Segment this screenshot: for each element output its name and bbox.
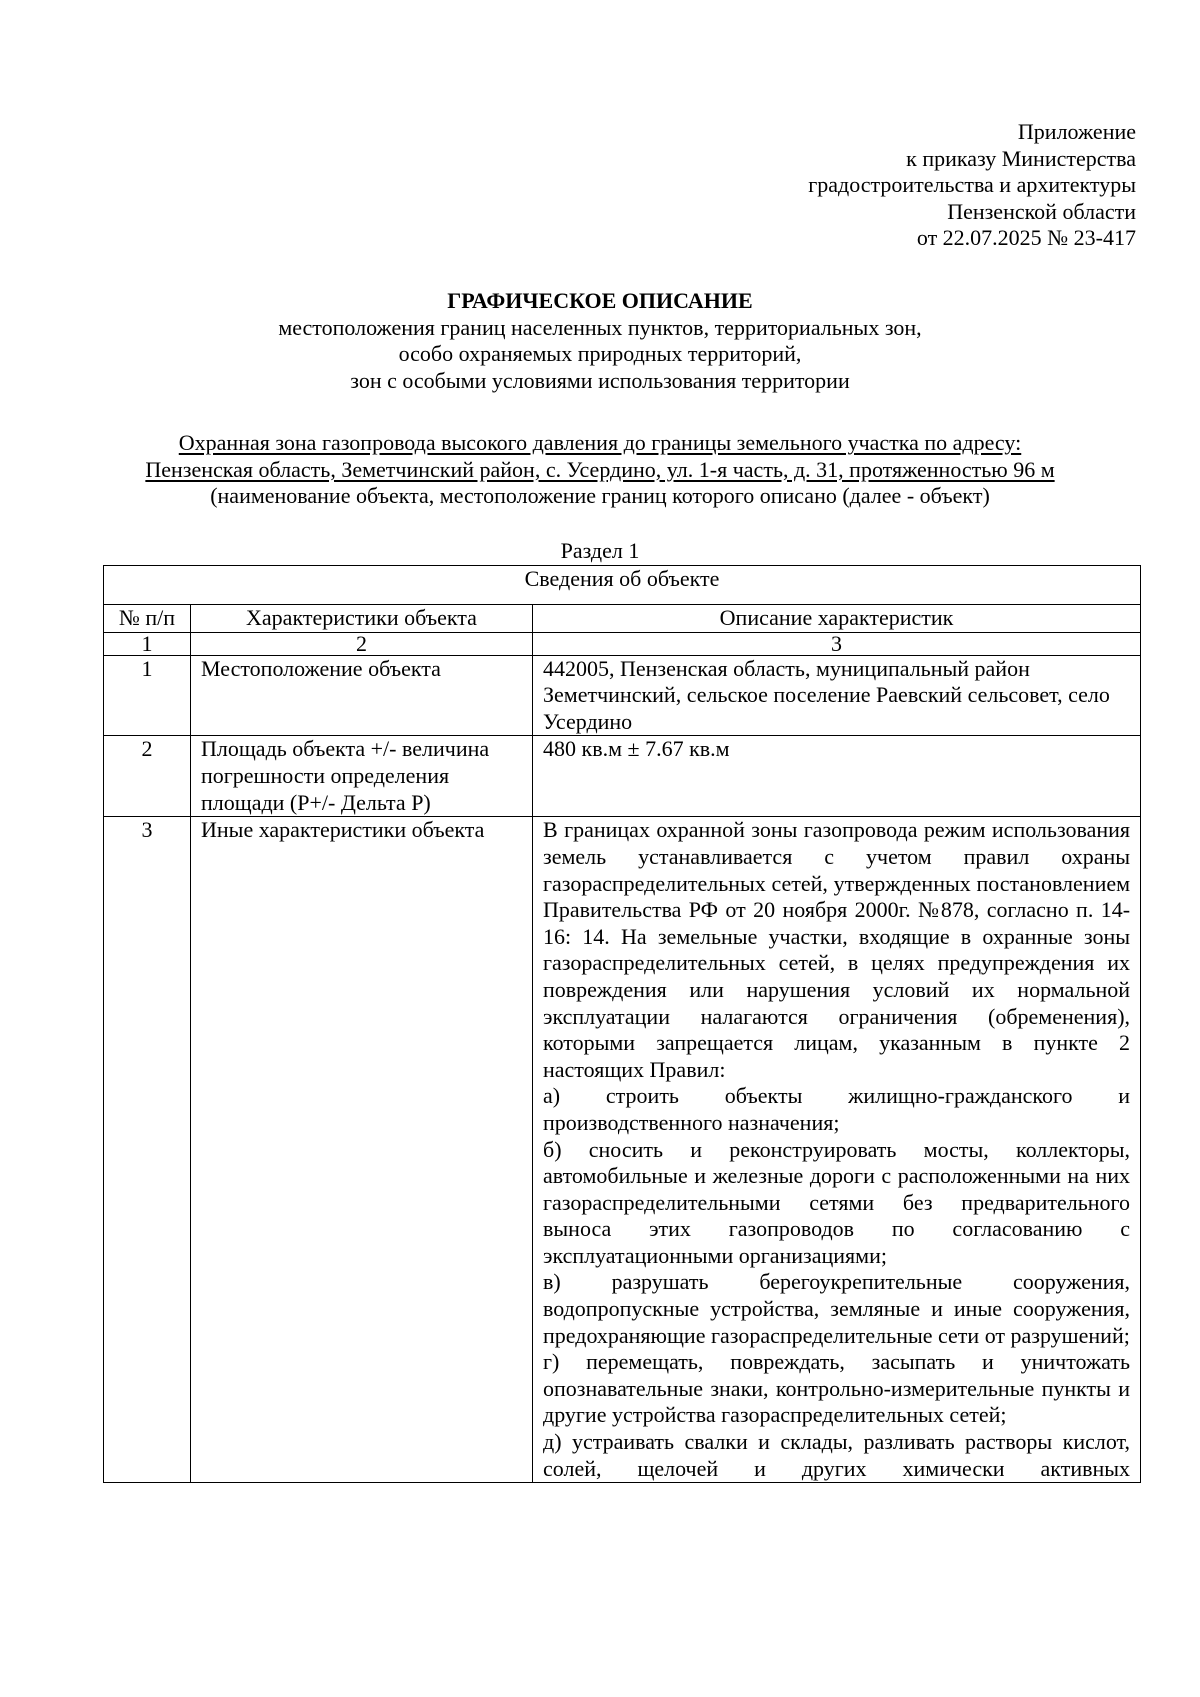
column-number: 1: [104, 632, 191, 655]
row-number: 3: [104, 817, 191, 1483]
object-name-line: Пензенская область, Земетчинский район, с. Усердино, ул. 1-я часть, д. 31, протяженностью 96 м: [145, 456, 1055, 482]
object-name-block: [0, 430, 1200, 510]
appendix-header: [808, 119, 1136, 252]
appendix-line: к приказу Министерства: [906, 145, 1136, 171]
appendix-line: Приложение: [1017, 119, 1136, 144]
column-number: 3: [533, 632, 1141, 655]
title-heading: ГРАФИЧЕСКОЕ ОПИСАНИЕ: [447, 288, 753, 313]
section-title: Раздел 1: [560, 538, 640, 563]
row-number: 2: [104, 736, 191, 817]
object-caption: (наименование объекта, местоположение границ которого описано (далее - объект): [210, 483, 990, 509]
column-header-characteristic: Характеристики объекта: [191, 605, 533, 633]
restriction-item-e: д) устраивать свалки и склады, разливать растворы кислот, солей, щелочей и других химически активных: [543, 1429, 1131, 1481]
title-line: местоположения границ населенных пунктов, территориальных зон,: [278, 314, 922, 340]
row-characteristic: Иные характеристики объекта: [191, 817, 533, 1483]
object-info-table: [103, 565, 1141, 1483]
table-title: Сведения об объекте: [104, 566, 1141, 605]
restriction-paragraph: В границах охранной зоны газопровода режим использования земель устанавливается с учетом правил охраны газораспределительных сетей, утвержденных постановлением Правительства РФ от 20 ноября 2000г. №878, согласно п. 14-16: 14. На земельные участки, входящие в охранные зоны газораспределительных сетей, в целях предупреждения их повреждения или нарушения условий их нормальной эксплуатации налагаются ограничения (обременения), которыми запрещается лицам, указанным в пункте 2 настоящих Правил:: [543, 817, 1131, 1082]
column-header-description: Описание характеристик: [533, 605, 1141, 633]
restriction-item-d: г) перемещать, повреждать, засыпать и уничтожать опознавательные знаки, контрольно-измерительные пункты и другие устройства газораспределительных сетей;: [543, 1349, 1131, 1428]
appendix-line: градостроительства и архитектуры: [808, 172, 1136, 198]
object-name-line: Охранная зона газопровода высокого давления до границы земельного участка по адресу:: [178, 430, 1022, 455]
row-description: 480 кв.м ± 7.67 кв.м: [533, 736, 1141, 817]
restriction-item-c: в) разрушать берегоукрепительные сооружения, водопропускные устройства, земляные и иные сооружения, предохраняющие газораспределительные сети от разрушений;: [543, 1269, 1131, 1348]
appendix-order-date: от 22.07.2025 № 23-417: [916, 225, 1136, 251]
restriction-item-a: а) строить объекты жилищно-гражданского и производственного назначения;: [543, 1083, 1131, 1135]
row-number: 1: [104, 655, 191, 736]
table-row: [104, 817, 1141, 1483]
title-line: зон с особыми условиями использования территории: [350, 367, 850, 393]
column-header-number: № п/п: [104, 605, 191, 633]
row-description: 442005, Пензенская область, муниципальный район Земетчинский, сельское поселение Раевский сельсовет, село Усердино: [533, 655, 1141, 736]
table-row: [104, 655, 1141, 736]
row-description-restrictions: [533, 817, 1141, 1483]
appendix-line: Пензенской области: [947, 198, 1136, 224]
document-title: [0, 288, 1200, 394]
column-number: 2: [191, 632, 533, 655]
table-header-row: [104, 605, 1141, 633]
table-row: [104, 736, 1141, 817]
table-title-row: [104, 566, 1141, 605]
table-column-numbers-row: [104, 632, 1141, 655]
row-characteristic: Площадь объекта +/- величина погрешности определения площади (P+/- Дельта P): [191, 736, 533, 817]
title-line: особо охраняемых природных территорий,: [398, 341, 802, 367]
row-characteristic: Местоположение объекта: [191, 655, 533, 736]
restriction-item-b: б) сносить и реконструировать мосты, коллекторы, автомобильные и железные дороги с расположенными на них газораспределительными сетями без предварительного выноса этих газопроводов по согласованию с эксплуатационными организациями;: [543, 1136, 1131, 1268]
